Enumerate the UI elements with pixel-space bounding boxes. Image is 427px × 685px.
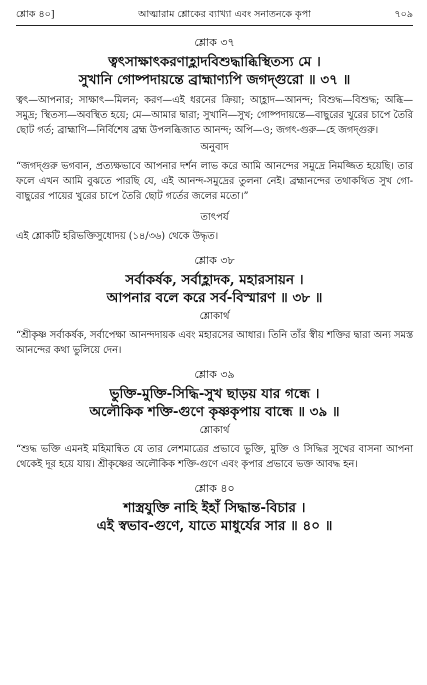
verse-38-meaning: “শ্রীকৃষ্ণ সর্বাকর্ষক, সর্বাপেক্ষা আনন্দদায়ক এবং মহারসের আধার। তিনি তাঁর স্বীয় শক্তির দ্বারা অন্য সমস্ত আনন্দের কথা ভুলিয়ে দেন। bbox=[16, 330, 413, 356]
verse-38-line-2: আপনার বলে করে সর্ব-বিস্মারণ ॥ ৩৮ ॥ bbox=[106, 290, 323, 306]
verse-40-line-2: এই স্বভাব-গুণে, যাতে মাধুর্যের সার ॥ ৪০ ॥ bbox=[96, 518, 333, 534]
verse-37-translation: “জগদ্গুরু ভগবান, প্রত্যক্ষভাবে আপনার দর্শন লাভ করে আমি আনন্দের সমুদ্রে নিমজ্জিত হয়েছি। তার ফলে এখন আমি বুঝতে পারছি যে, এই আনন্দ-সমুদ্রের তুলনা নেই। ব্রহ্মানন্দের তথাকথিত সুখ গো-বাছুরের পায়ের খুরের চাপে তৈরি ছোট গর্তের জলের মতো।” bbox=[16, 161, 413, 202]
verse-37-line-2: সুখানি গোষ্পদায়ন্তে ব্রাহ্মাণ্যপি জগদ্গুরো ॥ ৩৭ ॥ bbox=[78, 72, 351, 88]
verse-39-meaning: “শুদ্ধ ভক্তি এমনই মহিমান্বিত যে তার লেশমাত্রের প্রভাবে ভুক্তি, মুক্তি ও সিদ্ধির সুখের বাসনা আপনা থেকেই দূর হয়ে যায়। শ্রীকৃষ্ণের অলৌকিক শক্তি-গুণে এবং কৃপার প্রভাবে ভক্ত আবদ্ধ হন। bbox=[16, 444, 413, 470]
verse-40-line-1: শাস্ত্রযুক্তি নাহি ইহাঁ সিদ্ধান্ত-বিচার । bbox=[123, 500, 306, 516]
verse-39-line-1: ভুক্তি-মুক্তি-সিদ্ধি-সুখ ছাড়য় যার গন্ধে । bbox=[109, 386, 320, 402]
verse-37-purport-label: তাৎপর্য bbox=[200, 212, 229, 223]
verse-39-line-2: অলৌকিক শক্তি-গুণে কৃষ্ণকৃপায় বান্ধে ॥ ৩৯ ॥ bbox=[89, 404, 340, 420]
verse-37-purport: এই শ্লোকটি হরিভক্তিসুধোদয় (১৪/৩৬) থেকে উদ্ধৃত। bbox=[16, 231, 219, 242]
verse-38-heading: শ্লোক ৩৮ bbox=[194, 254, 235, 267]
page-header bbox=[16, 8, 413, 26]
verse-39-heading: শ্লোক ৩৯ bbox=[194, 368, 235, 381]
verse-39-label: শ্লোকার্থ bbox=[199, 425, 230, 436]
header-page-number: ৭০৯ bbox=[394, 9, 413, 20]
header-verse-ref: শ্লোক ৪০] bbox=[16, 9, 55, 20]
verse-38-line-1: সর্বাকর্ষক, সর্বাহ্লাদক, মহারসায়ন । bbox=[125, 272, 304, 288]
verse-37-synonyms: ত্বৎ—আপনার; সাক্ষাৎ—মিলন; করণ—এই ধরনের ক্রিয়া; আহ্লাদ—আনন্দ; বিশুদ্ধ—বিশুদ্ধ; অব্ধি—সমুদ্র; স্থিতস্য—অবস্থিত হয়ে; মে—আমার দ্বারা; সুখানি—সুখ; গোষ্পদায়ন্তে—বাছুরের খুরের চাপে তৈরি ছোট গর্ত; ব্রাহ্মাণি—নির্বিশেষ ব্রহ্ম উপলব্ধিজাত আনন্দ; অপি—ও; জগৎ-গুরু—হে জগদ্গুরু। bbox=[16, 95, 413, 136]
verse-40-heading: শ্লোক ৪০ bbox=[194, 482, 235, 495]
verse-37-heading: শ্লোক ৩৭ bbox=[194, 36, 235, 49]
verse-38-label: শ্লোকার্থ bbox=[199, 311, 230, 322]
verse-37-line-1: ত্বৎসাক্ষাৎকরণাহ্লাদবিশুদ্ধাব্ধিস্থিতস্য মে । bbox=[108, 54, 321, 70]
header-chapter-title: আত্মারাম শ্লোকের ব্যাখ্যা এবং সনাতনকে কৃপা bbox=[138, 9, 311, 20]
verse-37-translation-label: অনুবাদ bbox=[200, 142, 229, 153]
